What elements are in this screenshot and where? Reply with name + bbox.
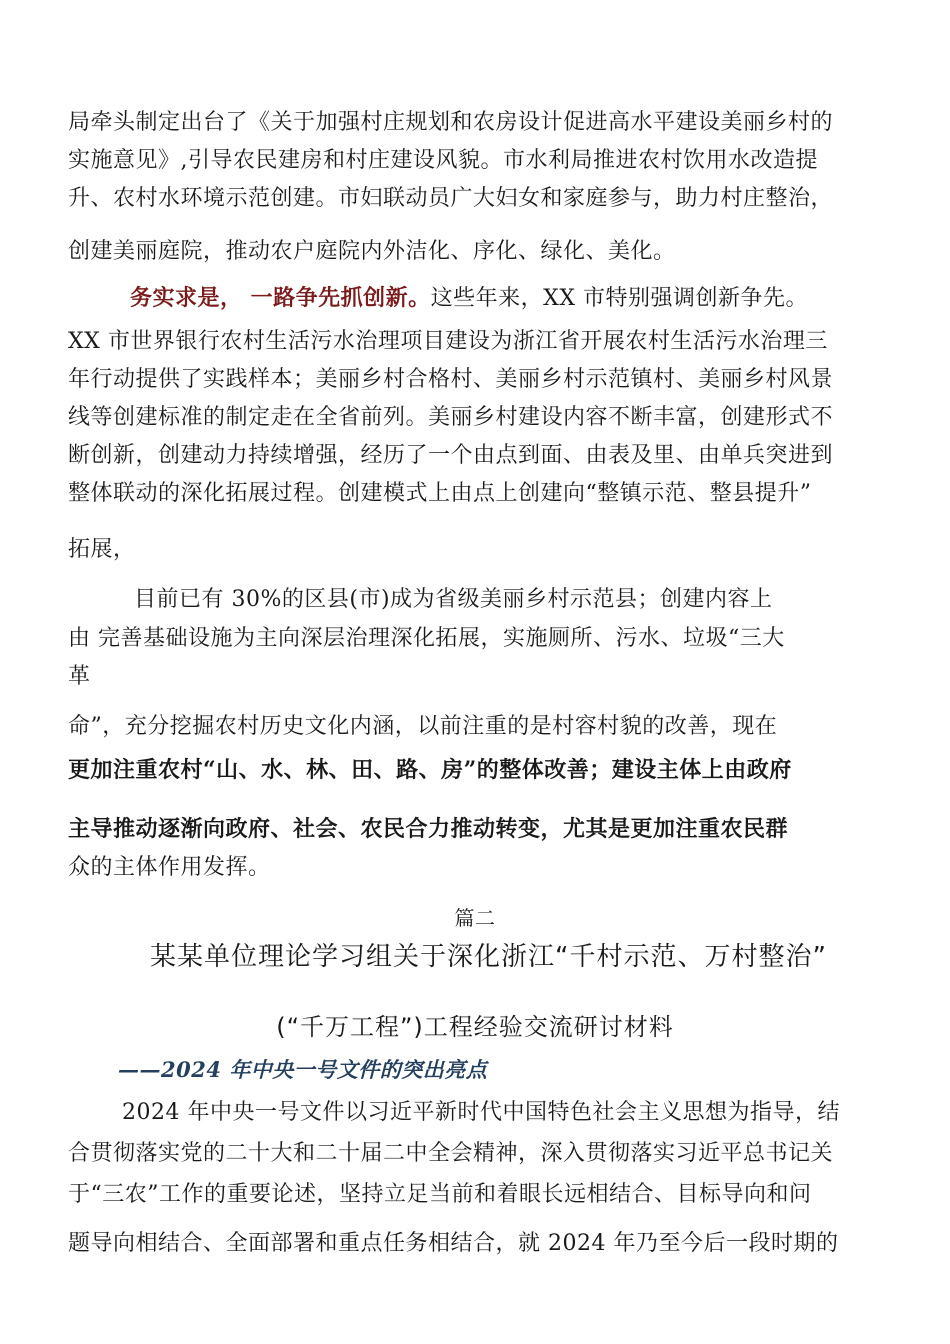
paragraph-line: 实施意见》,引导农民建房和村庄建设风貌。市水利局推进农村饮用水改造提 bbox=[68, 148, 818, 173]
paragraph-line: 2024 年中央一号文件以习近平新时代中国特色社会主义思想为指导，结 bbox=[122, 1100, 840, 1125]
document-subtitle: (“千万工程”)工程经验交流研讨材料 bbox=[276, 1013, 674, 1041]
paragraph-line: 由 完善基础设施为主向深层治理深化拓展，实施厕所、污水、垃圾“三大 bbox=[68, 626, 785, 651]
paragraph-line-lead bbox=[130, 283, 880, 314]
bold-paragraph-line: 主导推动逐渐向政府、社会、农民合力推动转变，尤其是更加注重农民群 bbox=[68, 816, 789, 842]
paragraph-line: 断创新，创建动力持续增强，经历了一个由点到面、由表及里、由单兵突进到 bbox=[68, 443, 834, 468]
paragraph-line: 于“三农”工作的重要论述，坚持立足当前和着眼长远相结合、目标导向和问 bbox=[68, 1182, 812, 1207]
bold-paragraph-line: 更加注重农村“山、水、林、田、路、房”的整体改善；建设主体上由政府 bbox=[68, 757, 792, 783]
paragraph-line: 题导向相结合、全面部署和重点任务相结合，就 2024 年乃至今后一段时期的 bbox=[68, 1231, 839, 1256]
paragraph-line: 线等创建标准的制定走在全省前列。美丽乡村建设内容不断丰富，创建形式不 bbox=[68, 405, 834, 430]
paragraph-line: 年行动提供了实践样本；美丽乡村合格村、美丽乡村示范镇村、美丽乡村风景 bbox=[68, 367, 834, 392]
paragraph-line: 创建美丽庭院，推动农户庭院内外洁化、序化、绿化、美化。 bbox=[68, 239, 676, 264]
sub-heading: ——2024 年中央一号文件的突出亮点 bbox=[118, 1057, 488, 1082]
paragraph-line: 目前已有 30%的区县(市)成为省级美丽乡村示范县；创建内容上 bbox=[134, 587, 773, 612]
paragraph-line: 局牵头制定出台了《关于加强村庄规划和农房设计促进高水平建设美丽乡村的 bbox=[68, 110, 834, 135]
paragraph-line: 升、农村水环境示范创建。市妇联动员广大妇女和家庭参与，助力村庄整治， bbox=[68, 186, 834, 211]
emphasis-heading: 务实求是， 一路争先抓创新。 bbox=[130, 285, 431, 311]
paragraph-text: 这些年来，XX 市特别强调创新争先。 bbox=[430, 286, 808, 311]
paragraph-line: XX 市世界银行农村生活污水治理项目建设为浙江省开展农村生活污水治理三 bbox=[68, 329, 828, 354]
paragraph-line: 合贯彻落实党的二十大和二十届二中全会精神，深入贯彻落实习近平总书记关 bbox=[68, 1141, 834, 1166]
paragraph-line: 整体联动的深化拓展过程。创建模式上由点上创建向“整镇示范、整县提升” bbox=[68, 481, 812, 506]
paragraph-line: 革 bbox=[68, 664, 91, 689]
paragraph-line: 命”，充分挖掘农村历史文化内涵，以前注重的是村容村貌的改善，现在 bbox=[68, 714, 778, 739]
section-label: 篇二 bbox=[454, 906, 496, 930]
paragraph-line: 众的主体作用发挥。 bbox=[68, 855, 271, 880]
paragraph-line: 拓展， bbox=[68, 537, 136, 562]
document-title: 某某单位理论学习组关于深化浙江“千村示范、万村整治” bbox=[150, 942, 827, 972]
